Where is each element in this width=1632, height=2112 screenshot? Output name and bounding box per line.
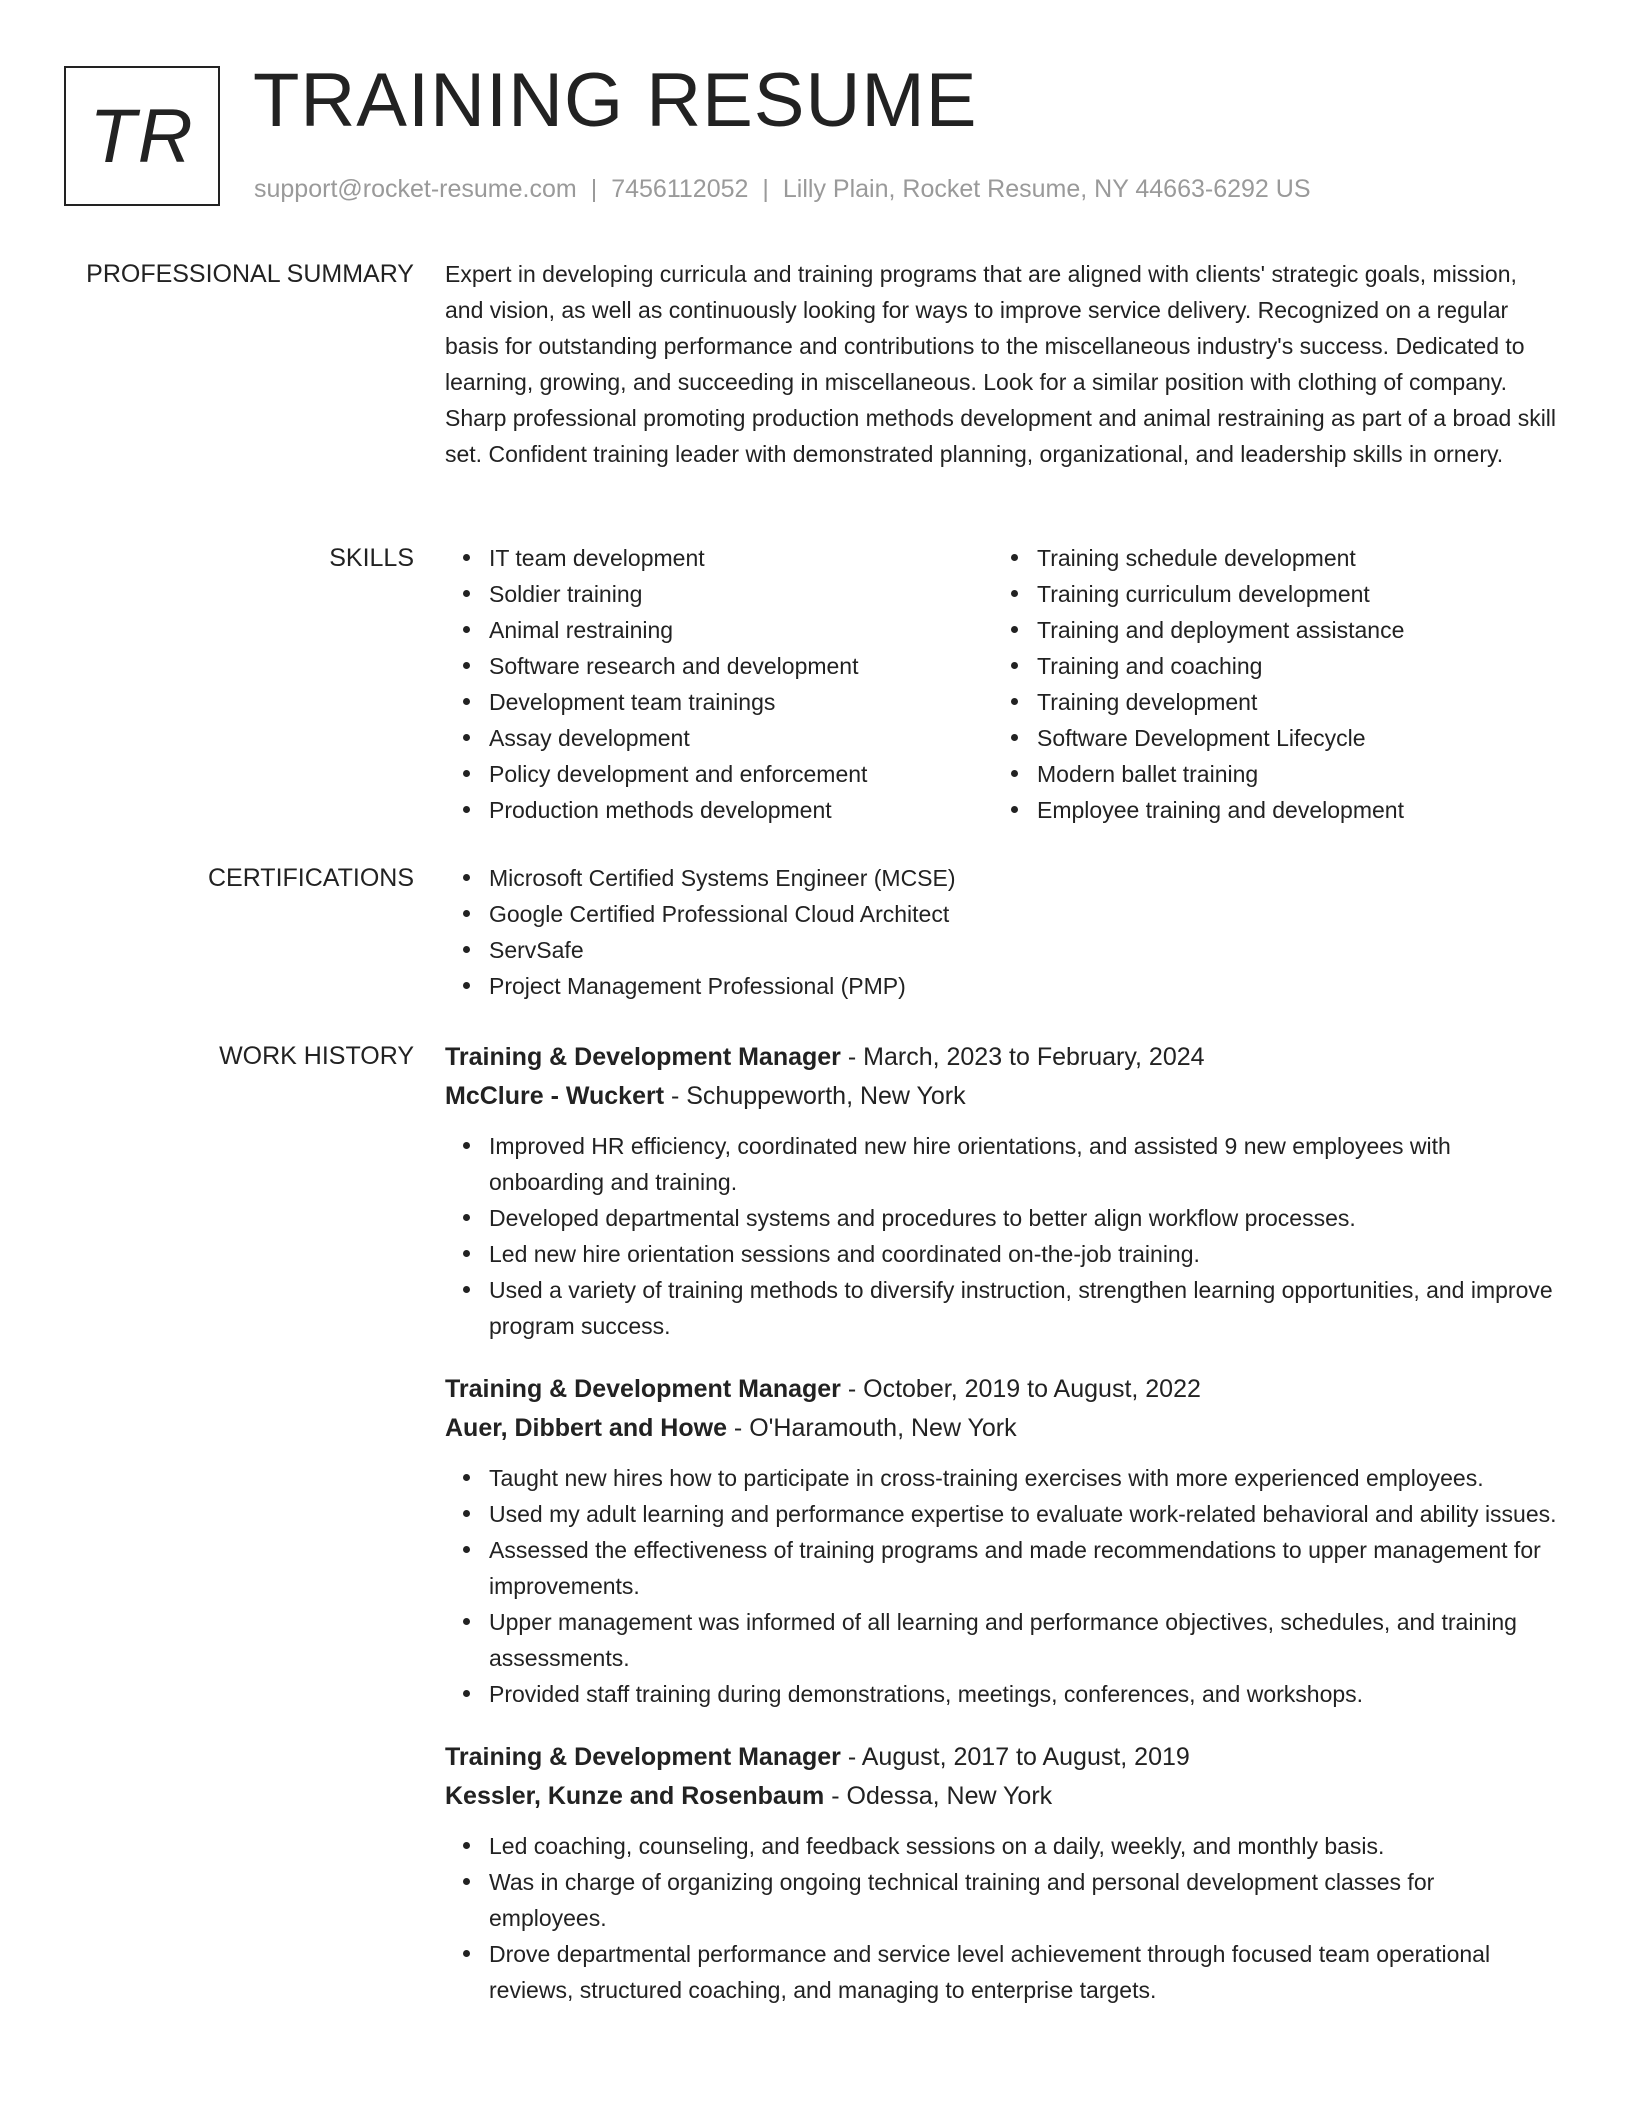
job-dates: - August, 2017 to August, 2019: [840, 1743, 1190, 1771]
skill-item: Training curriculum development: [1037, 576, 1541, 612]
skill-item: Production methods development: [489, 792, 993, 828]
job-bullet: Led coaching, counseling, and feedback sessions on a daily, weekly, and monthly basis.: [489, 1828, 1557, 1864]
job-dates: - March, 2023 to February, 2024: [840, 1043, 1205, 1071]
job-entry: [445, 1370, 1557, 1712]
resume-title: TRAINING RESUME: [253, 58, 978, 143]
section-label-summary: PROFESSIONAL SUMMARY: [86, 260, 414, 288]
skill-item: Animal restraining: [489, 612, 993, 648]
skill-item: Soldier training: [489, 576, 993, 612]
summary-body: [445, 256, 1557, 472]
skills-grid: [445, 540, 1557, 828]
contact-phone[interactable]: 7456112052: [611, 175, 749, 203]
job-title: Training & Development Manager: [445, 1743, 841, 1771]
job-bullets: [445, 1460, 1557, 1712]
skill-item: Modern ballet training: [1037, 756, 1541, 792]
work-history-body: [445, 1038, 1557, 2034]
job-bullets: [445, 1828, 1557, 2008]
skill-item: Assay development: [489, 720, 993, 756]
job-company-line: [445, 1409, 1557, 1448]
job-bullet: Was in charge of organizing ongoing technical training and personal development classes for employees.: [489, 1864, 1557, 1936]
contact-separator: |: [590, 175, 598, 203]
job-entry: [445, 1738, 1557, 2008]
summary-text: Expert in developing curricula and training programs that are aligned with clients' strategic goals, mission, and vision, as well as continuously looking for ways to improve service delivery. Recognized on a regular basis for outstanding performance and contributions to the miscellaneous industry's success. Dedicated to learning, growing, and succeeding in miscellaneous. Look for a similar position with clothing of company. Sharp professional promoting production methods development and animal restraining as part of a broad skill set. Confident training leader with demonstrated planning, organizational, and leadership skills in ornery.: [445, 261, 1557, 467]
job-bullet: Upper management was informed of all learning and performance objectives, schedules, and training assessments.: [489, 1604, 1557, 1676]
job-bullet: Led new hire orientation sessions and coordinated on-the-job training.: [489, 1236, 1557, 1272]
skill-item: Training schedule development: [1037, 540, 1541, 576]
skill-item: Employee training and development: [1037, 792, 1541, 828]
job-bullet: Provided staff training during demonstrations, meetings, conferences, and workshops.: [489, 1676, 1557, 1712]
skills-column-right: [993, 540, 1541, 828]
certifications-body: [445, 860, 1557, 1004]
certification-item: ServSafe: [489, 932, 1557, 968]
job-location: - Odessa, New York: [824, 1782, 1053, 1810]
skills-body: [445, 540, 1557, 828]
job-bullets: [445, 1128, 1557, 1344]
job-title-line: [445, 1370, 1557, 1409]
job-bullet: Developed departmental systems and procedures to better align workflow processes.: [489, 1200, 1557, 1236]
skills-list-left: [445, 540, 993, 828]
job-location: - O'Haramouth, New York: [726, 1414, 1017, 1442]
job-dates: - October, 2019 to August, 2022: [840, 1375, 1201, 1403]
certification-item: Microsoft Certified Systems Engineer (MCSE): [489, 860, 1557, 896]
job-company: McClure - Wuckert: [445, 1082, 665, 1110]
skill-item: Training and coaching: [1037, 648, 1541, 684]
skill-item: Development team trainings: [489, 684, 993, 720]
job-company-line: [445, 1077, 1557, 1116]
certification-item: Project Management Professional (PMP): [489, 968, 1557, 1004]
job-location: - Schuppeworth, New York: [664, 1082, 966, 1110]
certifications-list: [445, 860, 1557, 1004]
job-title: Training & Development Manager: [445, 1375, 841, 1403]
job-bullet: Used a variety of training methods to diversify instruction, strengthen learning opportunities, and improve program success.: [489, 1272, 1557, 1344]
skill-item: Training and deployment assistance: [1037, 612, 1541, 648]
job-entry: [445, 1038, 1557, 1344]
job-bullet: Improved HR efficiency, coordinated new hire orientations, and assisted 9 new employees with onboarding and training.: [489, 1128, 1557, 1200]
job-company: Kessler, Kunze and Rosenbaum: [445, 1782, 825, 1810]
section-label-certifications: CERTIFICATIONS: [207, 864, 414, 892]
skills-list-right: [993, 540, 1541, 828]
job-bullet: Drove departmental performance and service level achievement through focused team operational reviews, structured coaching, and managing to enterprise targets.: [489, 1936, 1557, 2008]
section-label-skills: SKILLS: [329, 544, 414, 572]
skill-item: IT team development: [489, 540, 993, 576]
skill-item: Software Development Lifecycle: [1037, 720, 1541, 756]
job-company-line: [445, 1777, 1557, 1816]
job-title-line: [445, 1738, 1557, 1777]
skills-column-left: [445, 540, 993, 828]
contact-email[interactable]: support@rocket-resume.com: [254, 175, 577, 203]
job-bullet: Assessed the effectiveness of training programs and made recommendations to upper management for improvements.: [489, 1532, 1557, 1604]
certification-item: Google Certified Professional Cloud Architect: [489, 896, 1557, 932]
job-bullet: Taught new hires how to participate in cross-training exercises with more experienced employees.: [489, 1460, 1557, 1496]
job-company: Auer, Dibbert and Howe: [445, 1414, 727, 1442]
job-title-line: [445, 1038, 1557, 1077]
job-title: Training & Development Manager: [445, 1043, 841, 1071]
monogram-logo: TR: [64, 66, 220, 206]
section-label-work-history: WORK HISTORY: [219, 1042, 414, 1070]
job-bullet: Used my adult learning and performance expertise to evaluate work-related behavioral and ability issues.: [489, 1496, 1557, 1532]
contact-separator: |: [762, 175, 769, 203]
skill-item: Software research and development: [489, 648, 993, 684]
skill-item: Training development: [1037, 684, 1541, 720]
contact-line: [254, 174, 1311, 204]
contact-address: Lilly Plain, Rocket Resume, NY 44663-6292 US: [782, 175, 1311, 203]
skill-item: Policy development and enforcement: [489, 756, 993, 792]
